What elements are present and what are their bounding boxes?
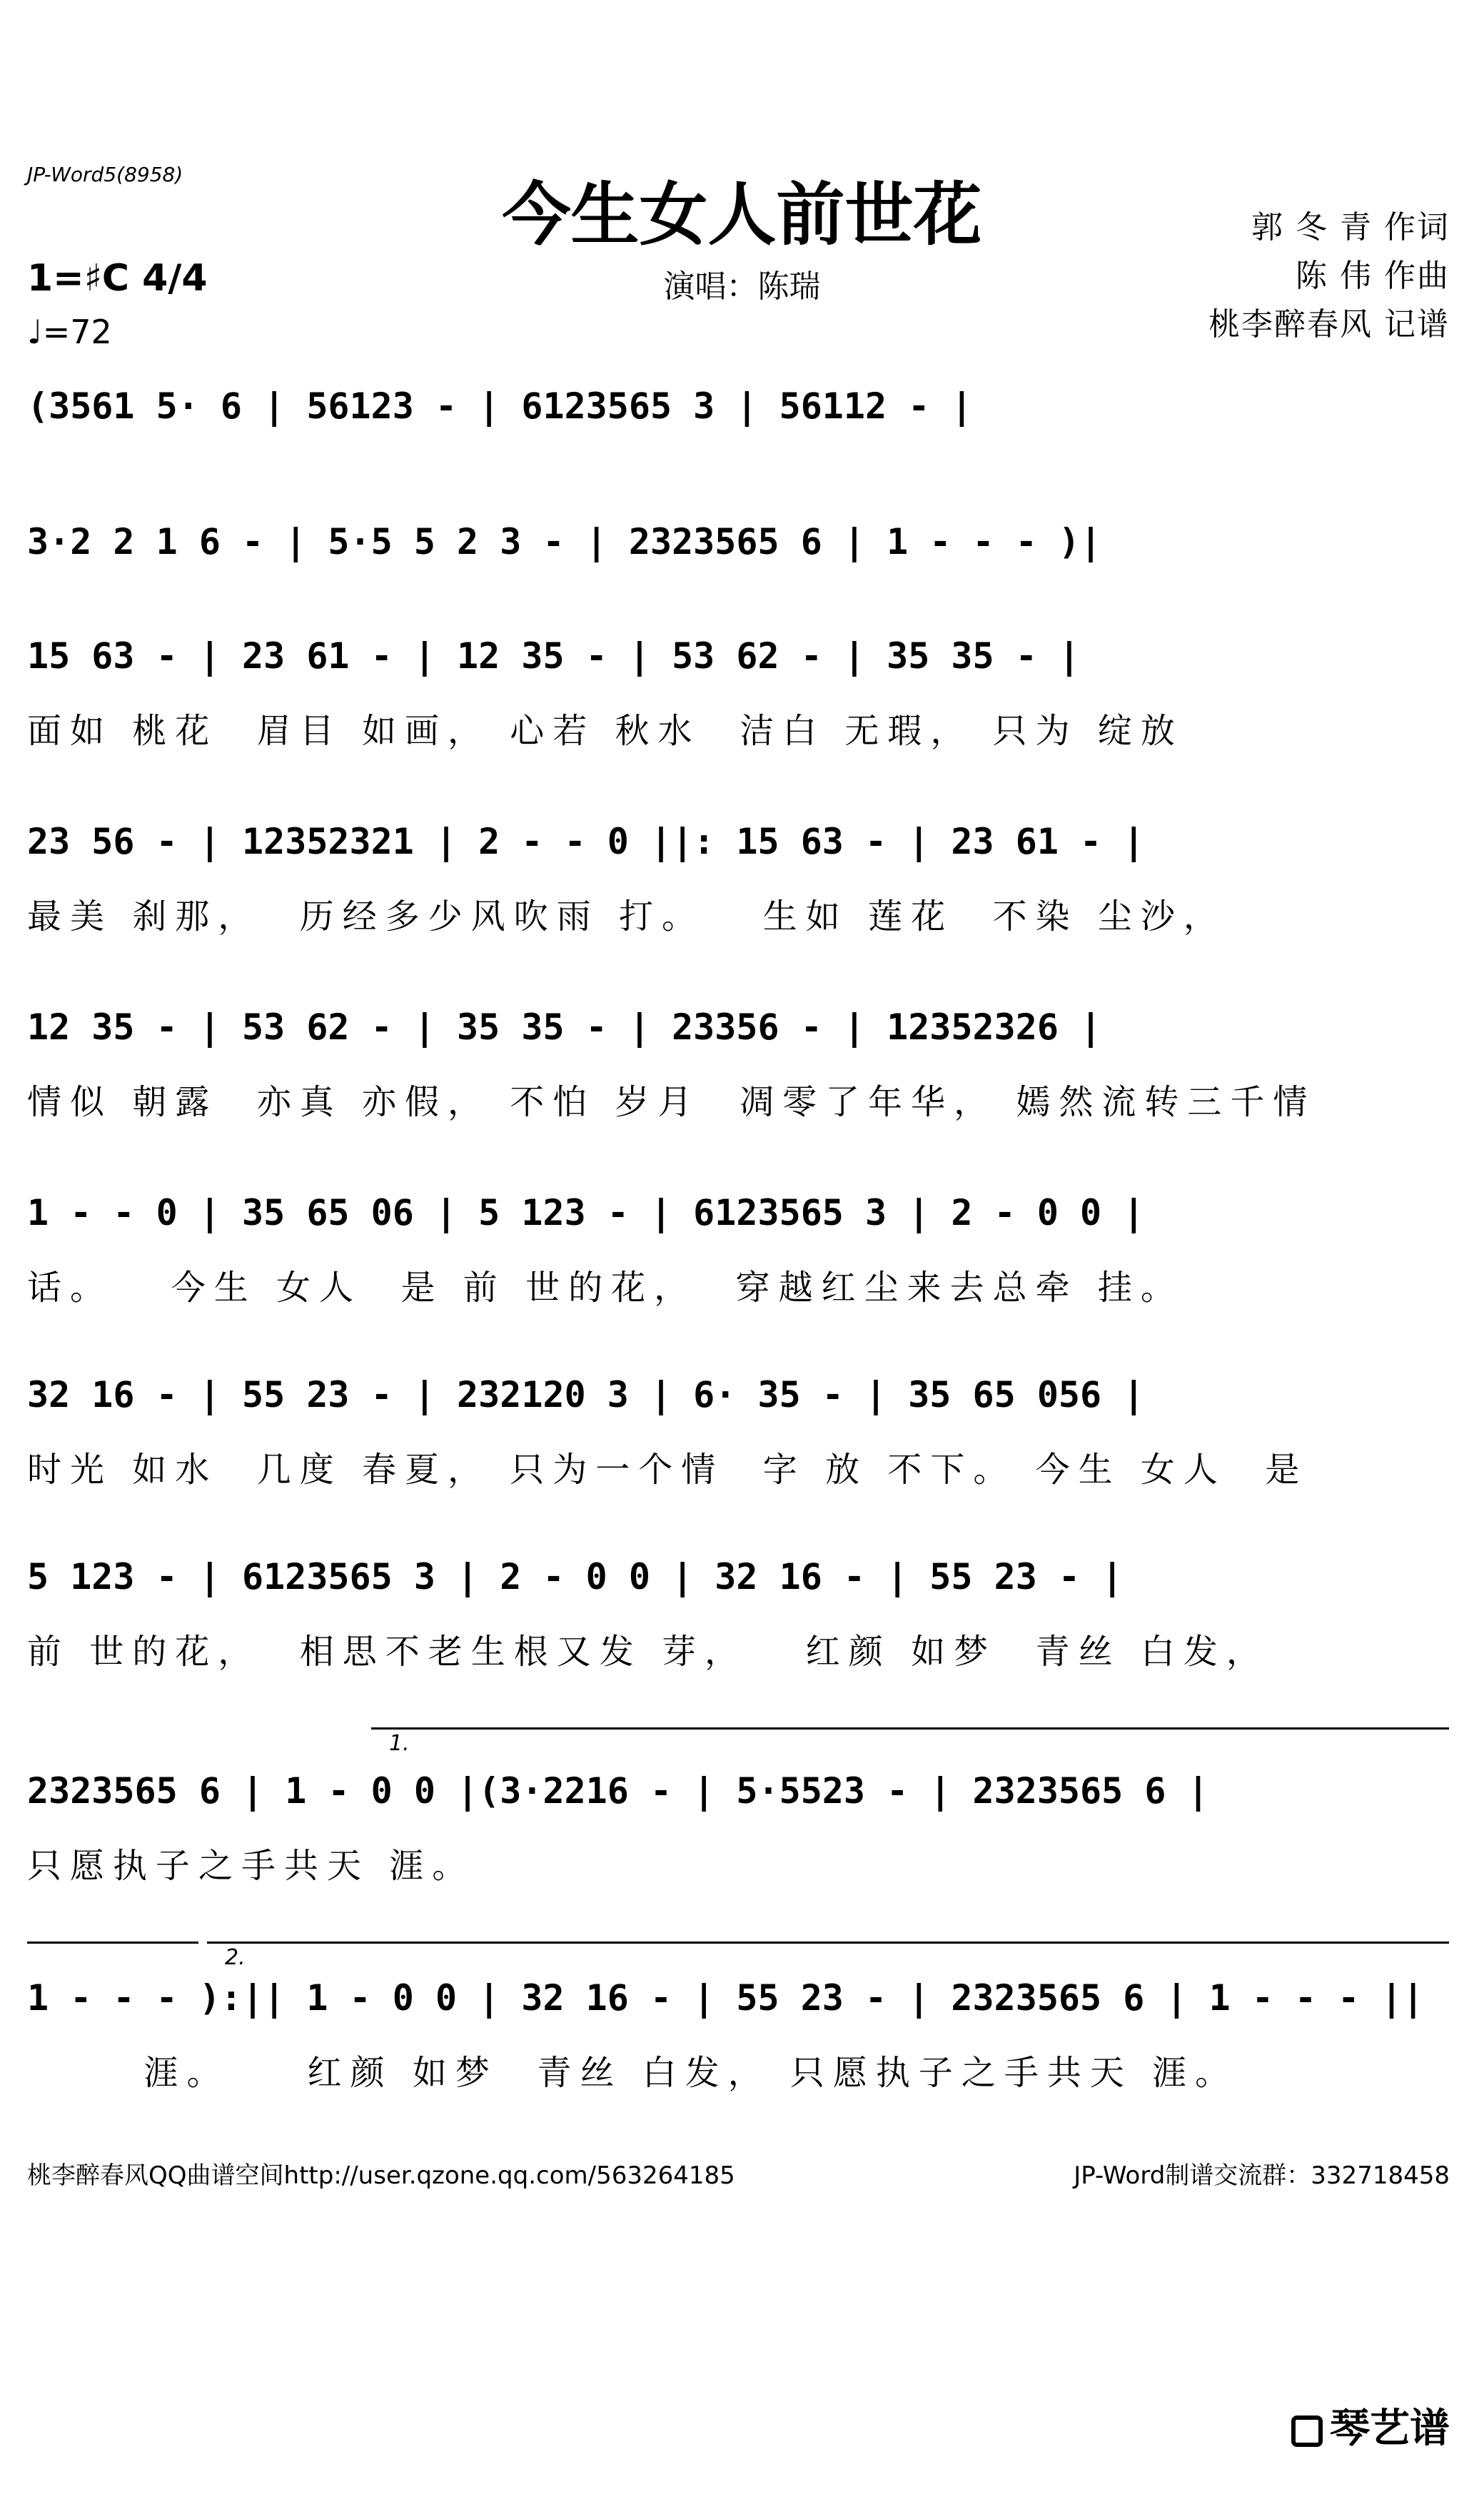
key-signature: 1=♯C 4/4	[27, 257, 208, 300]
lyric-line-6: 话。 今生 女人 是 前 世的花， 穿越红尘来去总牵 挂。	[27, 1268, 1183, 1308]
notation-line-9: 2323565 6 | 1 - 0 0 |(3·2216 - | 5·5523 - | 2323565 6 |	[27, 1770, 1209, 1812]
singer-credit: 演唱：陈瑞	[663, 268, 821, 305]
lyric-line-4: 最美 刹那， 历经多少风吹雨 打。 生如 莲花 不染 尘沙，	[27, 897, 1226, 937]
credits-block	[1208, 203, 1450, 349]
notation-line-1: (3561 5· 6 | 56123 - | 6123565 3 | 56112 - |	[27, 385, 973, 427]
lyricist-credit: 郭 冬 青 作词	[1251, 209, 1450, 246]
lyric-line-9: 只愿执子之手共天 涯。	[27, 1846, 475, 1886]
footer-left-text: 桃李醉春风QQ曲谱空间http://user.qzone.qq.com/563264185	[27, 2161, 735, 2190]
volta-bracket-2	[207, 1942, 1449, 1944]
notation-line-6: 1 - - 0 | 35 65 06 | 5 123 - | 6123565 3 | 2 - 0 0 |	[27, 1192, 1145, 1233]
software-label: JP-Word5(8958)	[27, 163, 183, 186]
volta-bracket-continued	[27, 1942, 198, 1944]
tempo-mark: ♩=72	[27, 313, 112, 351]
notation-line-5: 12 35 - | 53 62 - | 35 35 - | 23356 - | 12352326 |	[27, 1006, 1102, 1048]
notation-line-4: 23 56 - | 12352321 | 2 - - 0 ||: 15 63 - | 23 61 - |	[27, 821, 1145, 862]
volta-bracket-1	[371, 1727, 1449, 1730]
lyric-line-5: 情似 朝露 亦真 亦假， 不怕 岁月 凋零了年华， 嫣然流转三千情	[27, 1082, 1316, 1122]
volta-label-2: 2.	[225, 1945, 246, 1970]
lyric-line-10: 涯。 红颜 如梦 青丝 白发， 只愿执子之手共天 涯。	[27, 2053, 1238, 2093]
composer-credit: 陈 伟 作曲	[1296, 258, 1450, 294]
footer-right-text: JP-Word制谱交流群：332718458	[1074, 2161, 1450, 2190]
volta-label-1: 1.	[389, 1731, 410, 1756]
notation-line-8: 5 123 - | 6123565 3 | 2 - 0 0 | 32 16 - | 55 23 - |	[27, 1556, 1124, 1597]
lyric-line-3: 面如 桃花 眉目 如画， 心若 秋水 洁白 无瑕， 只为 绽放	[27, 711, 1183, 751]
logo-mark-icon	[1291, 2415, 1323, 2447]
watermark-text: 琴艺谱	[1330, 2405, 1450, 2452]
song-title: 今生女人前世花	[502, 174, 982, 255]
notation-line-3: 15 63 - | 23 61 - | 12 35 - | 53 62 - | 35 35 - |	[27, 635, 1081, 677]
lyric-line-8: 前 世的花， 相思不老生根又发 芽， 红颜 如梦 青丝 白发，	[27, 1632, 1269, 1672]
notation-line-7: 32 16 - | 55 23 - | 232120 3 | 6· 35 - | 35 65 056 |	[27, 1374, 1145, 1415]
notation-line-2: 3·2 2 1 6 - | 5·5 5 2 3 - | 2323565 6 | 1 - - - )|	[27, 521, 1102, 562]
notation-line-10: 1 - - - ):|| 1 - 0 0 | 32 16 - | 55 23 - | 2323565 6 | 1 - - - ||	[27, 1977, 1424, 2019]
transcriber-credit: 桃李醉春风 记谱	[1208, 306, 1450, 343]
watermark-logo	[1291, 2397, 1450, 2454]
lyric-line-7: 时光 如水 几度 春夏， 只为一个情 字 放 不下。 今生 女人 是	[27, 1450, 1308, 1490]
